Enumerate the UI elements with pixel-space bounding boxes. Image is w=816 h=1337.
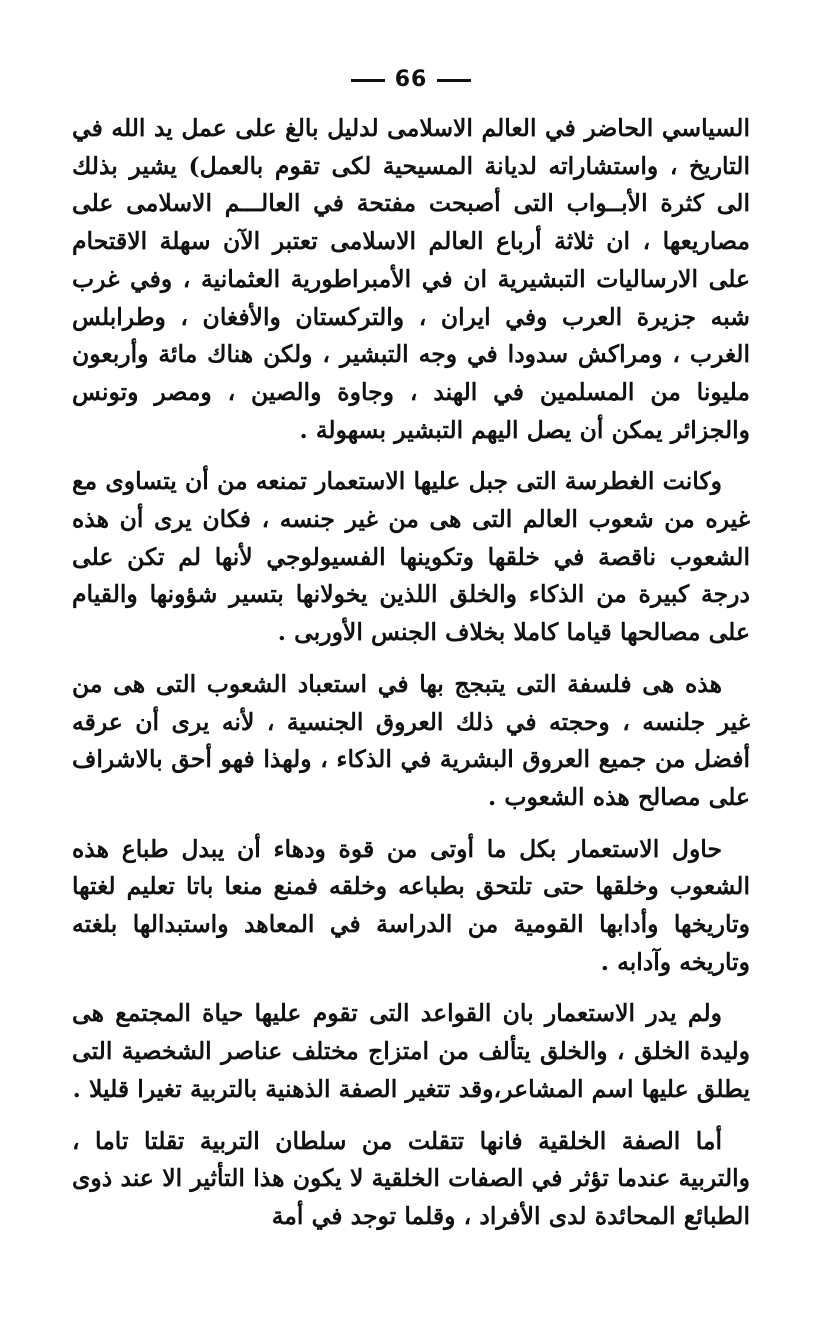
paragraph-5: ولم يدر الاستعمار بان القواعد التى تقوم عليها حياة المجتمع هى وليدة الخلق ، والخلق يتألف من امتزاج مختلف عناصر الشخصية التى يطلق عليها اسم المشاعر،وقد تتغير الصفة الذهنية بالتربية تغيرا قليلا . [72,999,750,1103]
paragraph-4: حاول الاستعمار بكل ما أوتى من قوة ودهاء أن يبدل طباع هذه الشعوب وخلقها حتى تلتحق بطباعه وخلقه فمنع منعا باتا تعليم لغتها وتاريخها وأدابها القومية من الدراسة في المعاهد واستبدالها بلغته وتاريخه وآدابه . [72,834,750,976]
paragraph-1: السياسي الحاضر في العالم الاسلامى لدليل بالغ على عمل يد الله في التاريخ ، واستشاراته لديانة المسيحية لكى تقوم بالعمل) يشير بذلك الى كثرة الأبــواب التى أصبحت مفتحة في العالـــم الاسلامى على مصاريعها ، ان ثلاثة أرباع العالم الاسلامى تعتبر الآن سهلة الاقتحام على الارساليات التبشيرية ان في الأمبراطورية العثمانية ، وفي غرب شبه جزيرة العرب وفي ايران ، والتركستان والأفغان ، وطرابلس الغرب ، ومراكش سدودا في وجه التبشير ، ولكن هناك مائة وأربعون مليونا من المسلمين في الهند ، وجاوة والصين ، ومصر وتونس والجزائر يمكن أن يصل اليهم التبشير بسهولة . [72,114,750,444]
page-number-dash-right [437,79,471,82]
paragraph-3: هذه هى فلسفة التى يتبجج بها في استعباد الشعوب التى هى من غير جلنسه ، وحجته في ذلك العروق الجنسية ، لأنه يرى أن عرقه أفضل من جميع العروق البشرية في الذكاء ، ولهذا فهو أحق بالاشراف على مصالح هذه الشعوب . [72,669,750,811]
page-number [72,60,750,100]
body-text [72,110,750,1236]
page-number-dash-left [351,79,385,82]
page-number-value: 66 [394,67,428,92]
paragraph-6: أما الصفة الخلقية فانها تتقلت من سلطان التربية تقلتا تاما ، والتربية عندما تؤثر في الصفات الخلقية لا يكون هذا التأثير الا عند ذوى الطبائع المحائدة لدى الأفراد ، وقلما توجد في أمة [72,1126,750,1230]
paragraph-2: وكانت الغطرسة التى جبل عليها الاستعمار تمنعه من أن يتساوى مع غيره من شعوب العالم التى هى من غير جنسه ، فكان يرى أن هذه الشعوب ناقصة في خلقها وتكوينها الفسيولوجي لأنها لم تكن على درجة كبيرة من الذكاء والخلق اللذين يخولانها بتسير شؤونها والقيام على مصالحها قياما كاملا بخلاف الجنس الأوربى . [72,467,750,647]
